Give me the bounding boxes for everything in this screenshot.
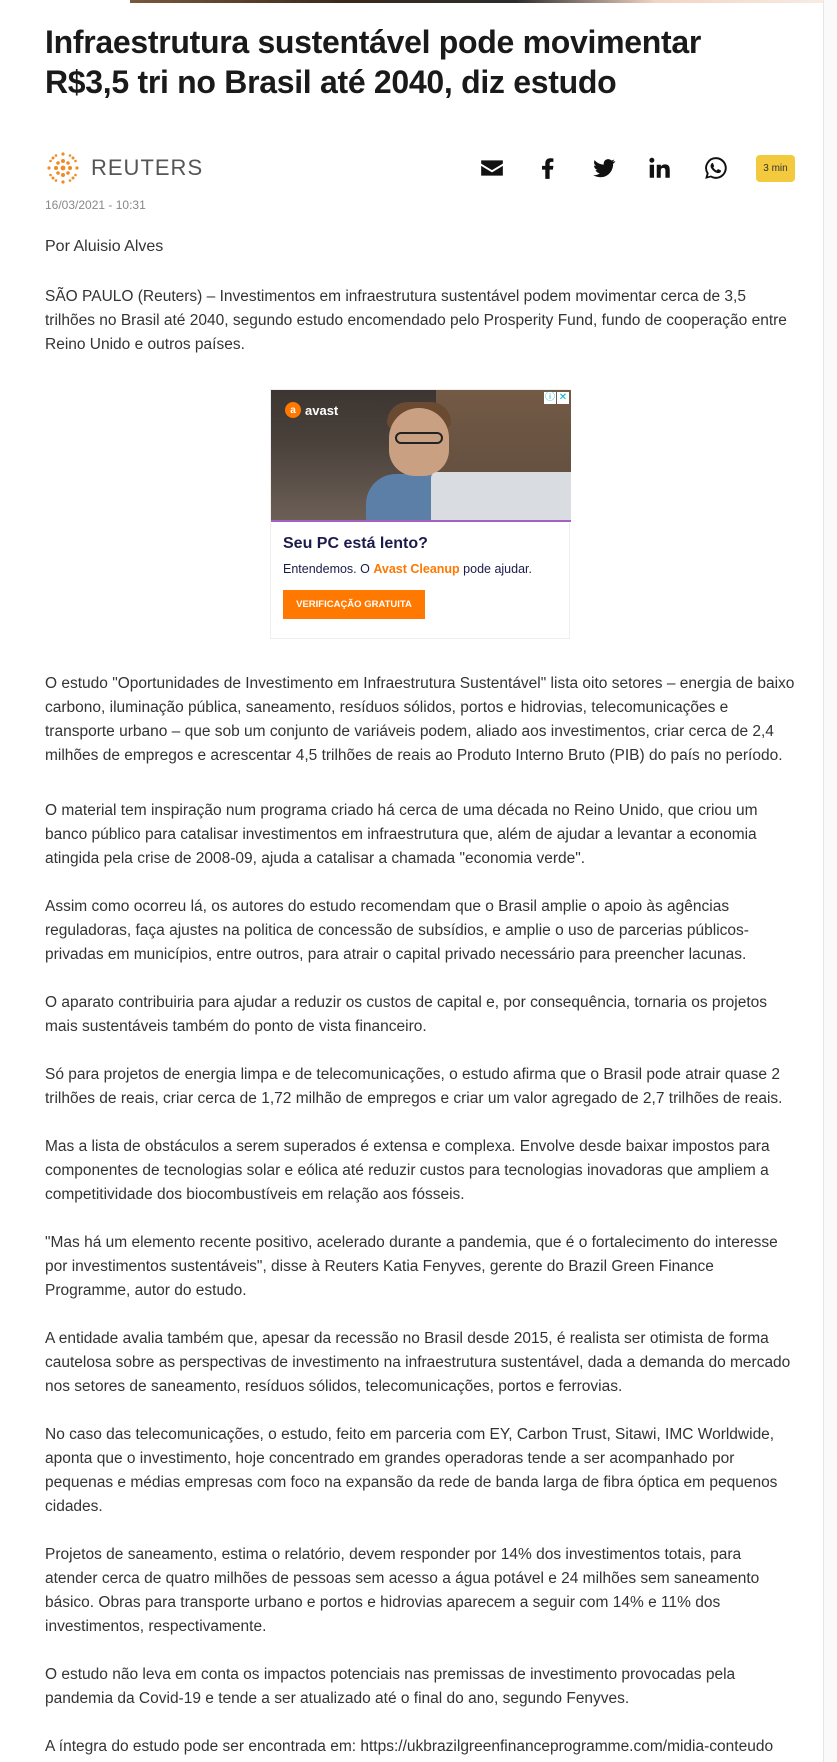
ad-choices[interactable] [543,392,569,404]
ad-title: Seu PC está lento? [283,535,428,552]
article-paragraph: SÃO PAULO (Reuters) – Investimentos em infraestrutura sustentável podem movimentar cerca de 3,5 trilhões no Brasil até 2040, segundo estudo encomendado pelo Prosperity Fund, fundo de cooperação entre Reino Unido e outros países. [45,288,787,353]
publish-date: 16/03/2021 - 10:31 [45,198,146,212]
avast-logo-text: avast [305,402,339,418]
reuters-logo[interactable] [45,150,203,186]
article-paragraph: "Mas há um elemento recente positivo, acelerado durante a pandemia, que é o fortalecimento do interesse por investimentos sustentáveis", disse à Reuters Katia Fenyves, gerente do Brazil Green Finance Programme, autor do estudo. [45,1234,778,1299]
twitter-icon[interactable] [588,152,620,184]
avast-logo [285,402,338,418]
reuters-wordmark: REUTERS [91,155,204,180]
top-image-strip [130,0,830,3]
ad-divider [271,520,571,522]
article-paragraph: Mas a lista de obstáculos a serem superados é extensa e complexa. Envolve desde baixar impostos para componentes de tecnologias solar e eólica até reduzir custos para tecnologias inovadoras que ampliem a competitividade dos biocombustíveis em relação aos fósseis. [45,1138,770,1203]
article-paragraph: O aparato contribuiria para ajudar a reduzir os custos de capital e, por consequência, tornaria os projetos mais sustentáveis também do ponto de vista financeiro. [45,994,768,1035]
avast-ad[interactable] [270,389,570,639]
facebook-icon[interactable] [532,152,564,184]
article-paragraph: Só para projetos de energia limpa e de telecomunicações, o estudo afirma que o Brasil pode atrair quase 2 trilhões de reais, criar cerca de 1,72 milhão de empregos e criar um valor agregado de 2,7 trilhões de reais. [45,1066,783,1107]
article-headline: Infraestrutura sustentável pode movimentar R$3,5 tri no Brasil até 2040, diz estudo [45,24,702,100]
ad-subtitle-suffix: pode ajudar. [459,562,532,576]
ad-subtitle-brand: Avast Cleanup [373,562,460,576]
byline-row [45,148,795,188]
read-time-badge: 3 min [756,155,795,182]
page-scroll-edge [823,0,837,1762]
ad-cta-button[interactable]: VERIFICAÇÃO GRATUITA [283,590,425,619]
avast-logo-icon: a [285,402,301,418]
article-paragraph: O estudo não leva em conta os impactos potenciais nas premissas de investimento provocadas pela pandemia da Covid-19 e tende a ser atualizado até o final do ano, segundo Fenyves. [45,1666,736,1707]
article-paragraph: Assim como ocorreu lá, os autores do estudo recomendam que o Brasil amplie o apoio às agências reguladoras, faça ajustes na politica de concessão de subsídios, e amplie o uso de parcerias públicos-privadas em municípios, entre outros, para atrair o capital privado necessário para preencher lacunas. [45,898,749,963]
article-paragraph: O estudo "Oportunidades de Investimento em Infraestrutura Sustentável" lista oito setores – energia de baixo carbono, iluminação pública, saneamento, resíduos sólidos, portos e hidrovias, telecomunicações e transporte urbano – que sob um conjunto de variáveis podem, aliado aos investimentos, criar cerca de 2,4 milhões de empregos e acrescentar 4,5 trilhões de reais ao Produto Interno Bruto (PIB) do país no período. [45,675,795,764]
article-paragraph: O material tem inspiração num programa criado há cerca de uma década no Reino Unido, que criou um banco público para catalisar investimentos em infraestrutura que, além de ajudar a levantar a economia atingida pela crise de 2008-09, ajuda a catalisar a chamada "economia verde". [45,802,758,867]
ad-subtitle [283,562,532,576]
article-paragraph: A íntegra do estudo pode ser encontrada em: https://ukbrazilgreenfinanceprogramme.com/midia-conteudo [45,1738,774,1755]
linkedin-icon[interactable] [644,152,676,184]
article-paragraph: No caso das telecomunicações, o estudo, feito em parceria com EY, Carbon Trust, Sitawi, IMC Worldwide, aponta que o investimento, hoje concentrado em grandes operadoras tende a ser acompanhado por pequenas e médias empresas com foco na expansão da rede de banda larga de fibra óptica em pequenos cidades. [45,1426,778,1515]
whatsapp-icon[interactable] [700,152,732,184]
author-byline: Por Aluisio Alves [45,238,164,255]
ad-image [271,390,571,520]
ad-subtitle-prefix: Entendemos. O [283,562,374,576]
ad-info-icon[interactable]: ⓘ [545,392,555,403]
reuters-logo-icon [45,150,81,186]
share-bar [452,152,795,184]
ad-close-icon[interactable]: ✕ [558,392,568,403]
article-paragraph: A entidade avalia também que, apesar da recessão no Brasil desde 2015, é realista ser otimista de forma cautelosa sobre as perspectivas de investimento na infraestrutura sustentável, dada a demanda do mercado nos setores de saneamento, resíduos sólidos, telecomunicações, portos e ferrovias. [45,1330,791,1395]
email-icon[interactable] [476,152,508,184]
article-paragraph: Projetos de saneamento, estima o relatório, devem responder por 14% dos investimentos totais, para atender cerca de quatro milhões de pessoas sem acesso a água potável e 24 milhões sem saneamento básico. Obras para transporte urbano e portos e hidrovias aparecem a seguir com 14% e 11% dos investimentos, respectivamente. [45,1546,760,1635]
